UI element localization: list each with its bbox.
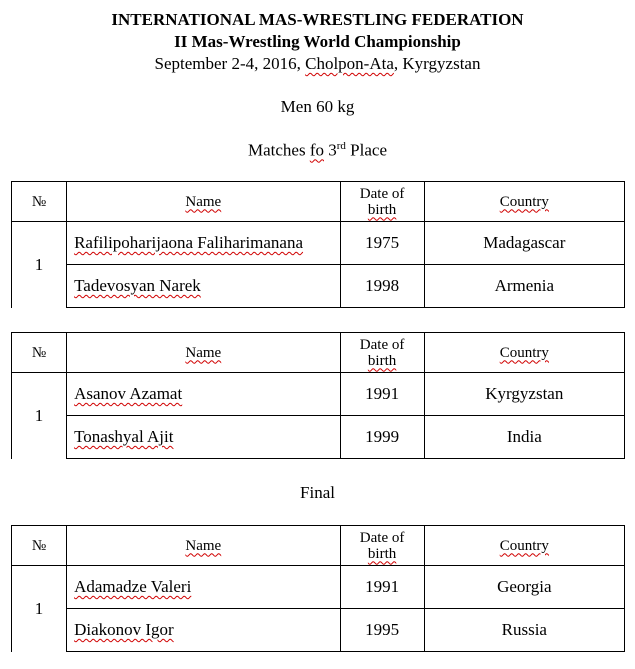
athlete-country: Georgia [424,566,624,609]
table-header-row [12,182,625,222]
athlete-dob: 1991 [340,373,424,416]
athlete-name: Diakonov Igor [67,609,340,652]
athlete-name: Adamadze Valeri [67,566,340,609]
table-row [12,566,625,609]
athlete-dob: 1995 [340,609,424,652]
third-place-fo: fo [309,140,324,160]
match-number: 1 [12,222,67,308]
table-header-row [12,333,625,373]
col-name-header: Name [67,526,340,566]
table-row [12,265,625,308]
weight-category: Men 60 kg [280,97,355,116]
event-date-location [0,54,635,74]
athlete-name: Rafilipoharijaona Faliharimanana [67,222,340,265]
athlete-country: India [424,416,624,459]
event-date: September 2-4, 2016, [154,54,306,73]
col-dob-header: Date of birth [340,182,424,222]
col-num-header: № [12,333,67,373]
table-header-row [12,526,625,566]
final-heading: Final [300,483,335,502]
match-number: 1 [12,566,67,652]
third-place-num: 3 [324,140,337,160]
col-country-header: Country [424,526,624,566]
athlete-dob: 1998 [340,265,424,308]
athlete-dob: 1975 [340,222,424,265]
table-row [12,416,625,459]
match-table-third-place-1 [11,181,625,308]
athlete-country: Kyrgyzstan [424,373,624,416]
match-table-third-place-2 [11,332,625,459]
table-row [12,373,625,416]
athlete-name: Tadevosyan Narek [67,265,340,308]
col-dob-header: Date of birth [340,333,424,373]
event-country: , Kyrgyzstan [393,54,481,73]
athlete-name: Asanov Azamat [67,373,340,416]
athlete-country: Russia [424,609,624,652]
col-num-header: № [12,182,67,222]
event-city: Cholpon-Ata [305,54,394,73]
table-row [12,222,625,265]
athlete-dob: 1991 [340,566,424,609]
athlete-dob: 1999 [340,416,424,459]
athlete-country: Madagascar [424,222,624,265]
match-number: 1 [12,373,67,459]
athlete-name: Tonashyal Ajit [67,416,340,459]
col-country-header: Country [424,333,624,373]
championship-title: II Mas-Wrestling World Championship [174,32,461,51]
match-table-final [11,525,625,652]
col-name-header: Name [67,333,340,373]
athlete-country: Armenia [424,265,624,308]
col-num-header: № [12,526,67,566]
third-place-heading [0,140,635,161]
table-row [12,609,625,652]
federation-title: INTERNATIONAL MAS-WRESTLING FEDERATION [111,10,524,29]
col-name-header: Name [67,182,340,222]
col-dob-header: Date of birth [340,526,424,566]
third-place-prefix: Matches [247,140,310,160]
col-country-header: Country [424,182,624,222]
third-place-sup: rd [336,140,346,152]
third-place-suffix: Place [345,140,387,160]
